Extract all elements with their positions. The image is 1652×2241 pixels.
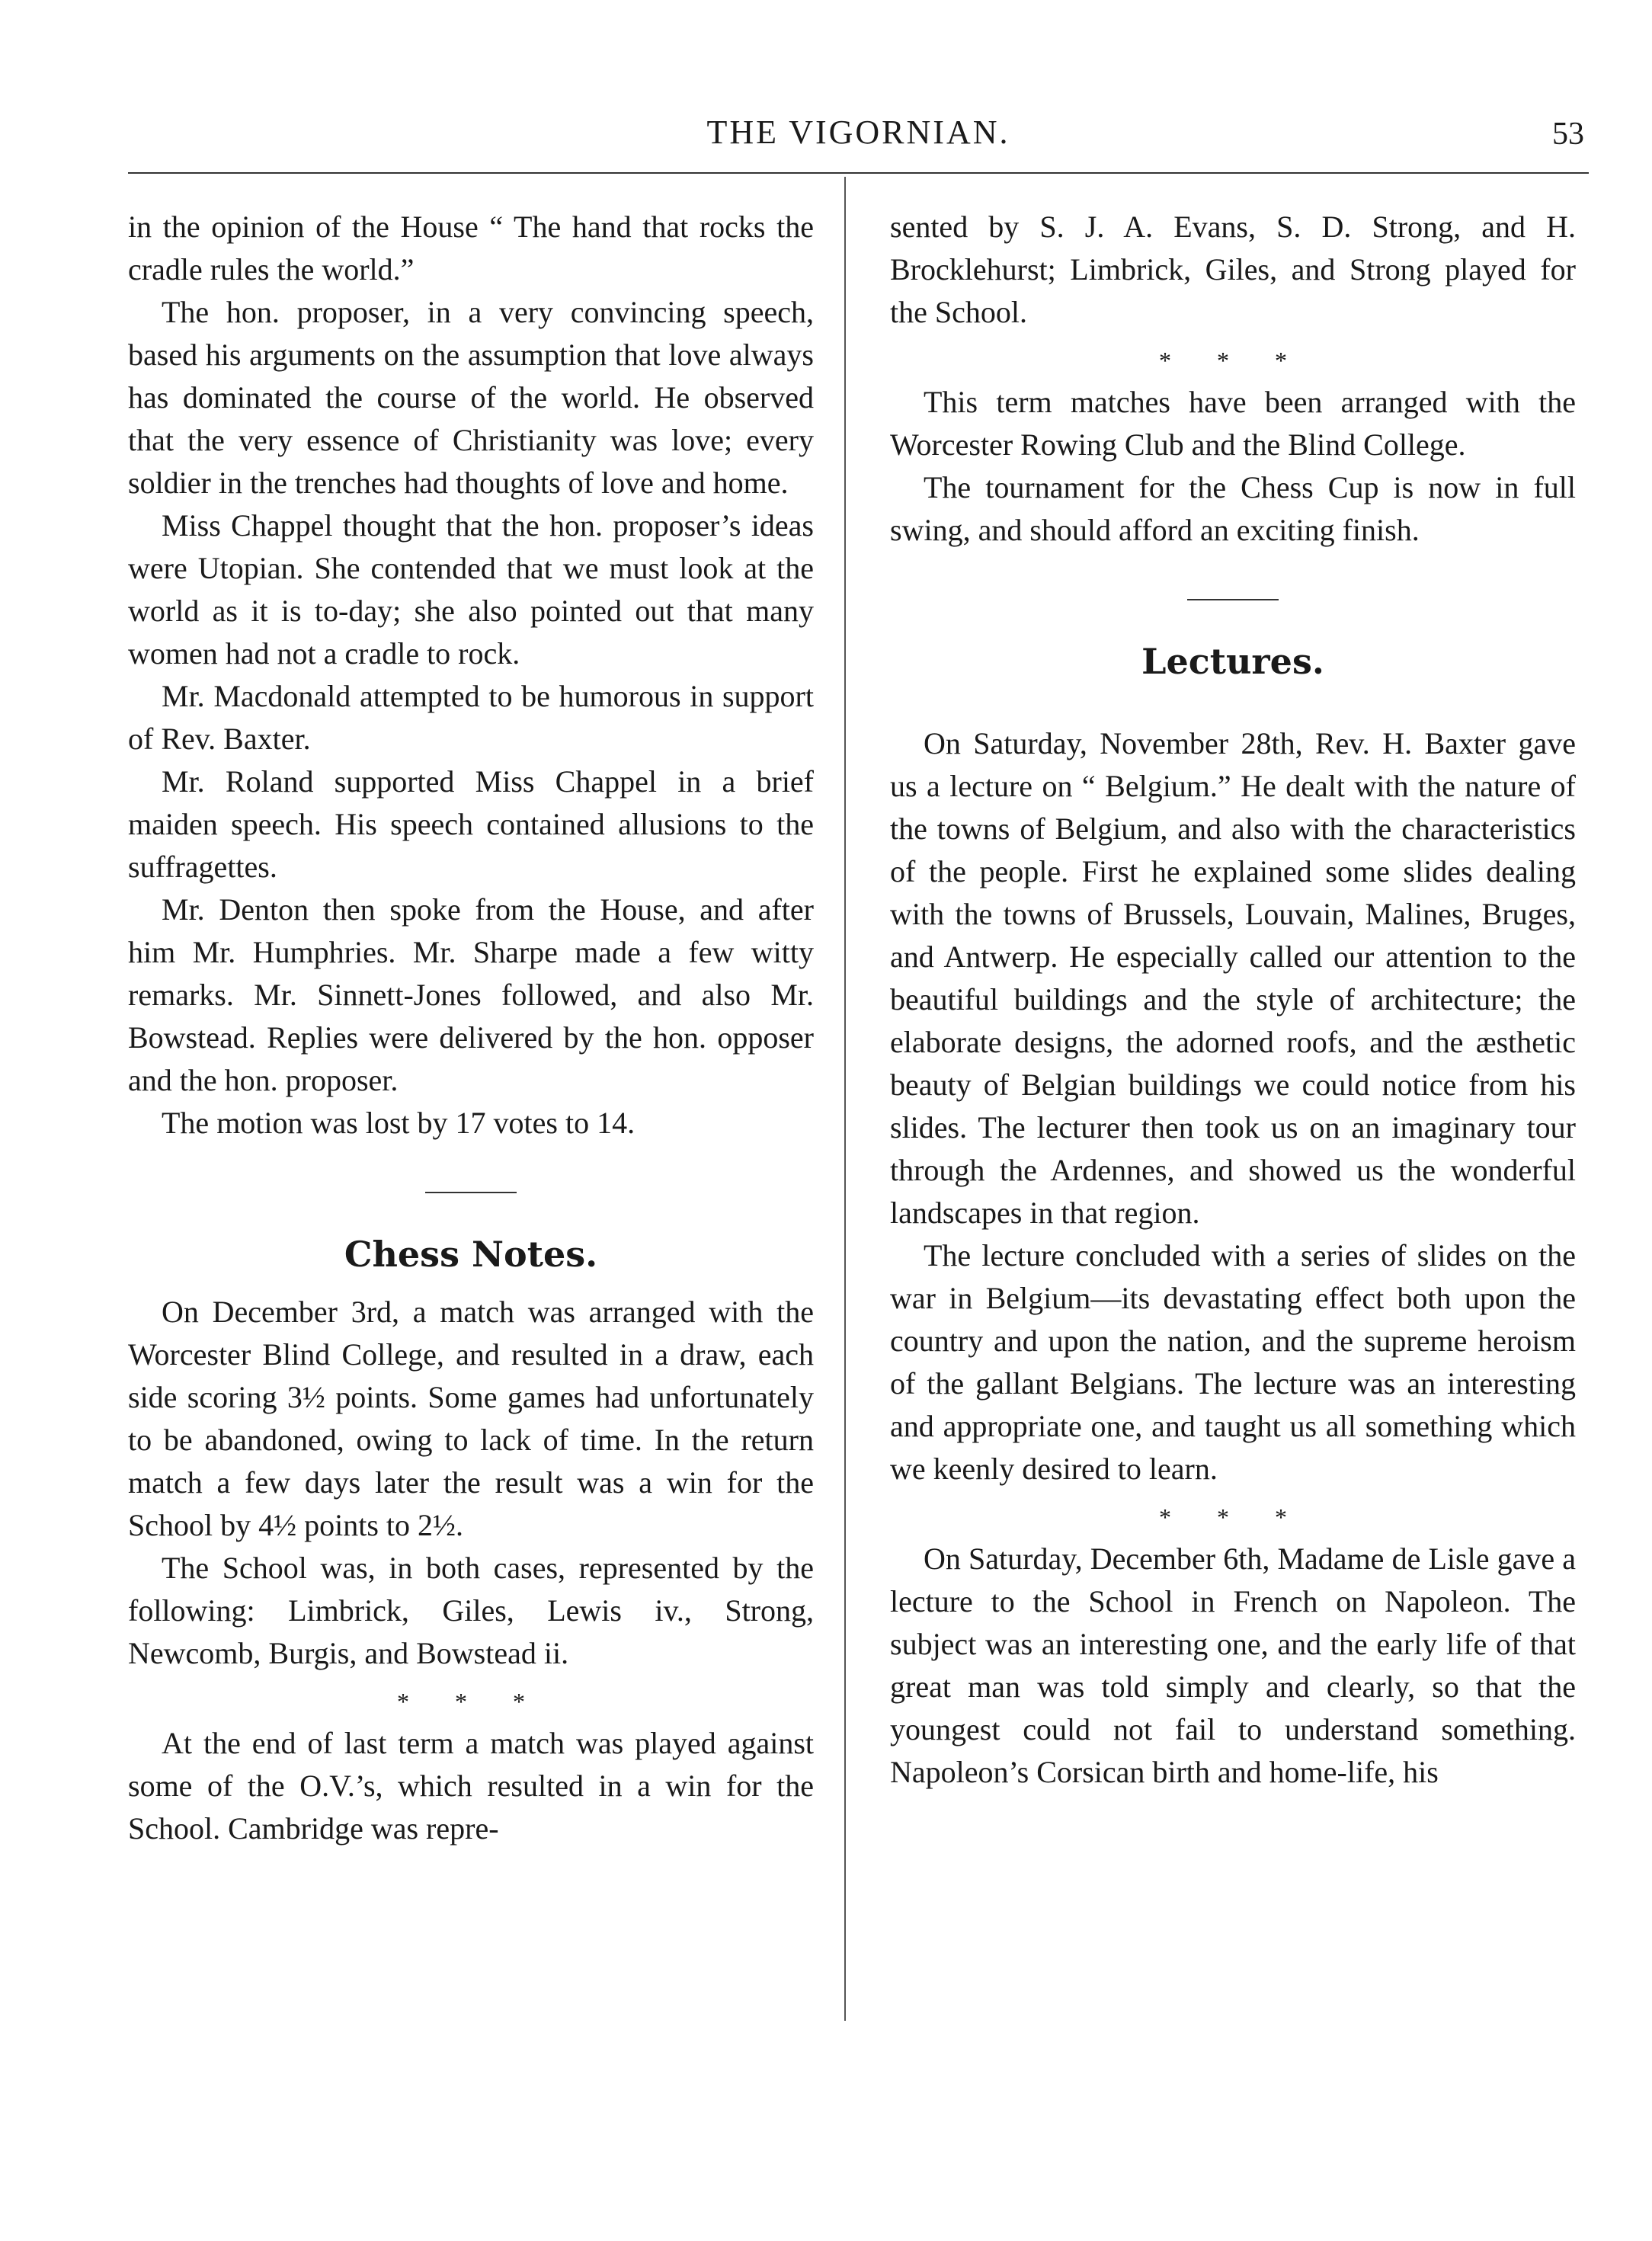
paragraph: On Saturday, December 6th, Madame de Lisle gave a lecture to the School in French on Napoleon. The subject was an interesting one, and the early life of that great man was told simply and clearly, so that the youngest could not fail to understand something. Napoleon’s Corsican birth and home-life, his (890, 1541, 1576, 1789)
asterism: * * * (1159, 1503, 1307, 1531)
page-number: 53 (1552, 117, 1584, 152)
section-divider (425, 1192, 517, 1193)
paragraph: Mr. Macdonald attempted to be humorous in support of Rev. Baxter. (128, 679, 814, 756)
paragraph: The hon. proposer, in a very convincing speech, based his arguments on the assumption that love always has dominated the course of the world. He observed that the very essence of Christianity was love; every soldier in the trenches had thoughts of love and home. (128, 295, 814, 500)
section-divider (1187, 599, 1279, 600)
paragraph: This term matches have been arranged with the Worcester Rowing Club and the Blind College. (890, 385, 1576, 462)
paragraph: On December 3rd, a match was arranged with the Worcester Blind College, and resulted in a draw, each side scoring 3½ points. Some games had unfortunately to be abandoned, owing to lack of time. In the return match a few days later the result was a win for the School by 4½ points to 2½. (128, 1295, 814, 1542)
header-rule (128, 172, 1589, 174)
left-column (128, 206, 814, 1850)
paragraph: Miss Chappel thought that the hon. proposer’s ideas were Utopian. She contended that we must look at the world as it is to-day; she also pointed out that many women had not a cradle to rock. (128, 508, 814, 671)
section-title-lectures: Lectures. (1141, 641, 1324, 682)
section-title-chess-notes: Chess Notes. (344, 1234, 598, 1275)
paragraph: The lecture concluded with a series of slides on the war in Belgium—its devastating effect both upon the country and upon the nation, and the supreme heroism of the gallant Belgians. The lecture was an interesting and appropriate one, and taught us all something which we keenly desired to learn. (890, 1238, 1576, 1486)
paragraph: At the end of last term a match was played against some of the O.V.’s, which resulted in a win for the School. Cambridge was repre- (128, 1726, 814, 1846)
paragraph: The School was, in both cases, represented by the following: Limbrick, Giles, Lewis iv., Strong, Newcomb, Burgis, and Bowstead ii. (128, 1551, 814, 1670)
paragraph: The motion was lost by 17 votes to 14. (162, 1106, 636, 1140)
page-header (128, 113, 1589, 158)
journal-title: THE VIGORNIAN. (706, 114, 1010, 151)
right-column (890, 206, 1576, 1794)
paragraph: Mr. Roland supported Miss Chappel in a brief maiden speech. His speech contained allusions to the suffragettes. (128, 764, 814, 884)
paragraph: Mr. Denton then spoke from the House, and after him Mr. Humphries. Mr. Sharpe made a few witty remarks. Mr. Sinnett-Jones followed, and also Mr. Bowstead. Replies were delivered by the hon. opposer and the hon. proposer. (128, 892, 814, 1097)
paragraph: The tournament for the Chess Cup is now in full swing, and should afford an exciting finish. (890, 470, 1576, 547)
asterism: * * * (397, 1688, 545, 1715)
paragraph: sented by S. J. A. Evans, S. D. Strong, and H. Brocklehurst; Limbrick, Giles, and Strong played for the School. (890, 210, 1576, 329)
paragraph: On Saturday, November 28th, Rev. H. Baxter gave us a lecture on “ Belgium.” He dealt with the nature of the towns of Belgium, and also with the characteristics of the people. First he explained some slides dealing with the towns of Brussels, Louvain, Malines, Bruges, and Antwerp. He especially called our attention to the beautiful buildings and the style of architecture; the elaborate designs, the adorned roofs, and the æsthetic beauty of Belgian buildings we could notice from his slides. The lecturer then took us on an imaginary tour through the Ardennes, and showed us the wonderful landscapes in that region. (890, 726, 1576, 1230)
paragraph: in the opinion of the House “ The hand that rocks the cradle rules the world.” (128, 210, 814, 287)
column-divider (844, 177, 846, 2021)
asterism: * * * (1159, 347, 1307, 374)
